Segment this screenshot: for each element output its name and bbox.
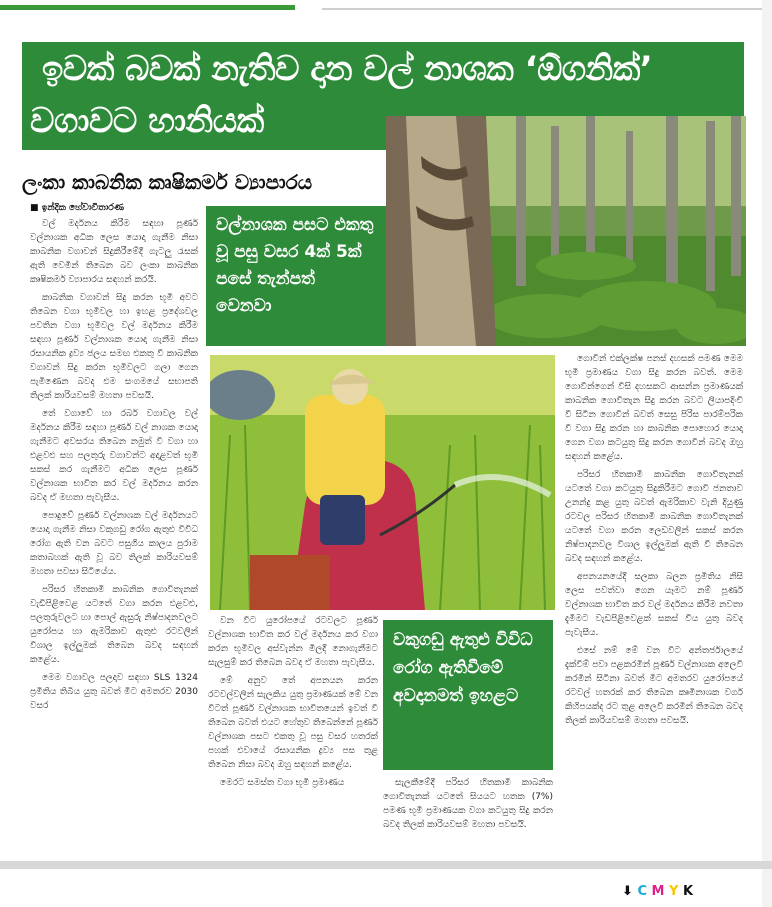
- headline-line-1: ඉවක් බවක් නැතිව දාන වල් නාශක ‘ඕගනික්’: [42, 49, 653, 89]
- article-column-3: [383, 776, 553, 866]
- pull-quote-2: වකුගඩු ඇතුළු විවිධ රෝග ඇතිවීමේ අවදානමත් ඉහළට: [383, 620, 553, 770]
- cmyk-k: K: [682, 884, 694, 899]
- top-rule-grey: [322, 8, 762, 10]
- cmyk-y: Y: [668, 884, 679, 899]
- article-column-2: [208, 614, 378, 864]
- cmyk-c: C: [637, 884, 647, 899]
- rubber-plantation-photo: [386, 116, 746, 346]
- top-rule: [0, 5, 295, 10]
- paragraph: අපනයනයේදී සලකා බලන ප්‍රමිතිය නිසි ලෙස පවත්වා ගෙන යෑමට නම් පූර්ණ වල්නාශක භාවිත කර වල් මර්දනය කිරීම නවතා දැමීමට වැඩපිළිවෙළක් සකස් විය යුතු බවද පැවැසීය.: [565, 572, 743, 638]
- paragraph: තේ වගාවේ හා රබර් වගාවල වල් මර්දනය කිරීම සඳහා පූර්ණ වල් නාශක යොදා ගැනීමට අවසරය තිබෙන නමුත් වී වගා හා එළවළු සහ පලතුරු වගාවන්ට අදාළවත් භූමි සකස් කර ගැනීමට අධික ලෙස පූර්ණ වල්නාශක භාවිත කර වල් මර්දනය කරන බවද ඒ මහතා පැවැසීය.: [30, 409, 198, 503]
- paragraph: කාබනික වගාවන් සිදු කරන භූමි අවට තිබෙන වගා භූමිවල හා ඉහළ ප්‍රදේශවල පවතින වගා භූමිවල වල් මර්දනය කිරීම සඳහා පූර්ණ වල්නාශක යොදා ගැනීම නිසා රසායනික ද්‍රව්‍ය ජලය සමඟ එකතු වී කාබනික වගාවන් සිදු කරන භූමිවලට ගලා ගෙන පැමිණෙන බවද එම සංගමයේ සභාපති තිලක් කාරියවසම් මහතා පවසයි.: [30, 293, 198, 401]
- pull-quote-1: වල්නාශක පසට එකතු වූ පසු වසර 4ක් 5ක් පසේ තැන්පත් වෙනවා: [206, 206, 386, 346]
- author-byline: ■ ඉන්දික හේවාවිතාරණ: [30, 203, 124, 213]
- paragraph: ගොවීන් එක්ලක්ෂ පනස් දහසක් පමණ මෙම භූමි ප්‍රමාණය වගා සිදු කරන බවත්. මෙම ගොවීන්ගෙන් විසි දහසකට ආසන්න ප්‍රමාණයක් කාබනික ගොවිතැන සිදු කරන බවට ලියාපදිංචි වී සිටින ගොවීන් බවත් සෙසු පිරිස පාරම්පරික වී වගා සිදු කරන හා කාබනික පොහොර යොදා ගෙන වගා කටයුතු සිදු කරන ගොවීන් බවද ඔහු සඳහන් කළේය.: [565, 354, 743, 462]
- headline-line-2: වගාවට හානියක්: [30, 101, 264, 141]
- paragraph: මේ අනුව තේ අපනයන කරන රටවල්වලින් සැලකිය යුතු ප්‍රමාණයක් මේ වන විටත් පූර්ණ වල්නාශක භාවිතයෙන් ඉවත් වී තිබෙන බවත් එයට හේතුව තිබෙන්නේ පූර්ණ වල්නාශක පසට එකතු වූ පසු වසර හතරක් පහක් එවායේ රසායනික ද්‍රව්‍ය පස තුළ තිබෙන නිසා බවද ඔහු සඳහන් කළේය.: [208, 676, 378, 770]
- farmer-spraying-herbicide-photo: [210, 355, 555, 610]
- cmyk-print-marks: [622, 884, 693, 899]
- paragraph: සැලකීමේදී පරිසර හිතකාමී කාබනික ගොවිතැනක් යටතේ සියයට හතක (7%) පමණ භූමි ප්‍රමාණයක වගා කටයුතු සිදු කරන බවද තිලක් කාරියවසම් මහතා පවසයි.: [383, 778, 553, 830]
- down-arrow-icon: ⬇: [622, 884, 633, 899]
- article-column-1: [30, 217, 198, 857]
- subheadline: ලංකා කාබනික කෘෂිකර්ම ව්‍යාපාරය: [22, 170, 313, 194]
- paragraph: වන විට යුරෝපයේ රටවලට පූර්ණ වල්නාශක භාවිත කර වල් මර්දනය කර වගා කරන භූමිවල අස්වැන්න මිලදී නොගැනීමට සැලසුම් කර තිබෙන බවද ඒ මහතා පැවැසීය.: [208, 616, 378, 668]
- bottom-rule: [0, 861, 772, 869]
- paragraph: පරිසර හිතකාමී කාබනික ගොවිතැනක් වැඩිපිළිවෙළ යටතේ වගා කරන එළවළු, පලතුරුවලට හා පොල් ඇසුරු නිෂ්පාදනවලට යුරෝපය හා ඇමරිකාව ඇතුළු රටවලින් විශාල ඉල්ලුමක් තිබෙන බවද සඳහන් කළේය.: [30, 585, 198, 665]
- paragraph: මෙම වගාවල පලදාව සඳහා SLS 1324 ප්‍රමිතිය තිබිය යුතු බවත් මීට අමතරව 2030 වසර: [30, 673, 198, 711]
- cmyk-m: M: [651, 884, 665, 899]
- paragraph: පරිසර හිතකාමී කාබනික ගොවිතැනක් යටතේ වගා කටයුතු සිදුකිරීමට ගොවි ජනතාව උනන්දු කළ යුතු බවත් ඇමරිකාව වැනි දියුණු රටවල පරිසර හිතකාමී කාබනික ගොවිතැනක් යටතේ වගා කරන ලෙඩවලින් සකස් කරන නිෂ්පාදනවල විශාල ඉල්ලුමක් ඇති වී තිබෙන බවද සඳහන් කළේය.: [565, 470, 743, 564]
- paragraph: එසේ නම් මේ වන විට අන්තර්ජාලයේ දැක්වීම් පවා පළකරමින් පූර්ණ වල්නාශක අලෙවි කරමින් සිටිනා බවත් මීට අමතරව යුරෝපයේ රටවල් හතරක් කර තිබෙන කෘමිනාශක වර්ග කිහිපයක්ද රට තුළ අලෙවි කරමින් තිබෙන බවද තිලක් කාරියවසම් මහතා පවසයි.: [565, 646, 743, 726]
- rubber-plantation-illustration: [386, 116, 746, 346]
- page-edge: [762, 0, 772, 907]
- farmer-spraying-illustration: [210, 355, 555, 610]
- paragraph: පොදුවේ පූර්ණ වල්නාශක වල් මර්දනයට යොදා ගැනීම නිසා වකුගඩු රෝග ඇතුළු විවිධ රෝග ඇති වන බවට පසුගිය කාලය පුරාම කතාබහක් ඇති වූ බව තිලක් කාරියවසම් මහතා පවසා සිටියේය.: [30, 511, 198, 577]
- paragraph: වල් මර්දනය කිරීම සඳහා පූර්ණ වල්නාශක අධික ලෙස යොදා ගැනීම නිසා කාබනික වගාවන් සිදුකිරීමේදී ගැටලු රැසක් ඇති වෙමින් තිබෙන බව ලංකා කාබනික කෘෂිකර්ම ව්‍යාපාරය සඳහන් කරයි.: [30, 219, 198, 285]
- article-column-4: [565, 352, 743, 862]
- paragraph: මෙරට සමස්ත වගා භූමි ප්‍රමාණය: [220, 778, 345, 788]
